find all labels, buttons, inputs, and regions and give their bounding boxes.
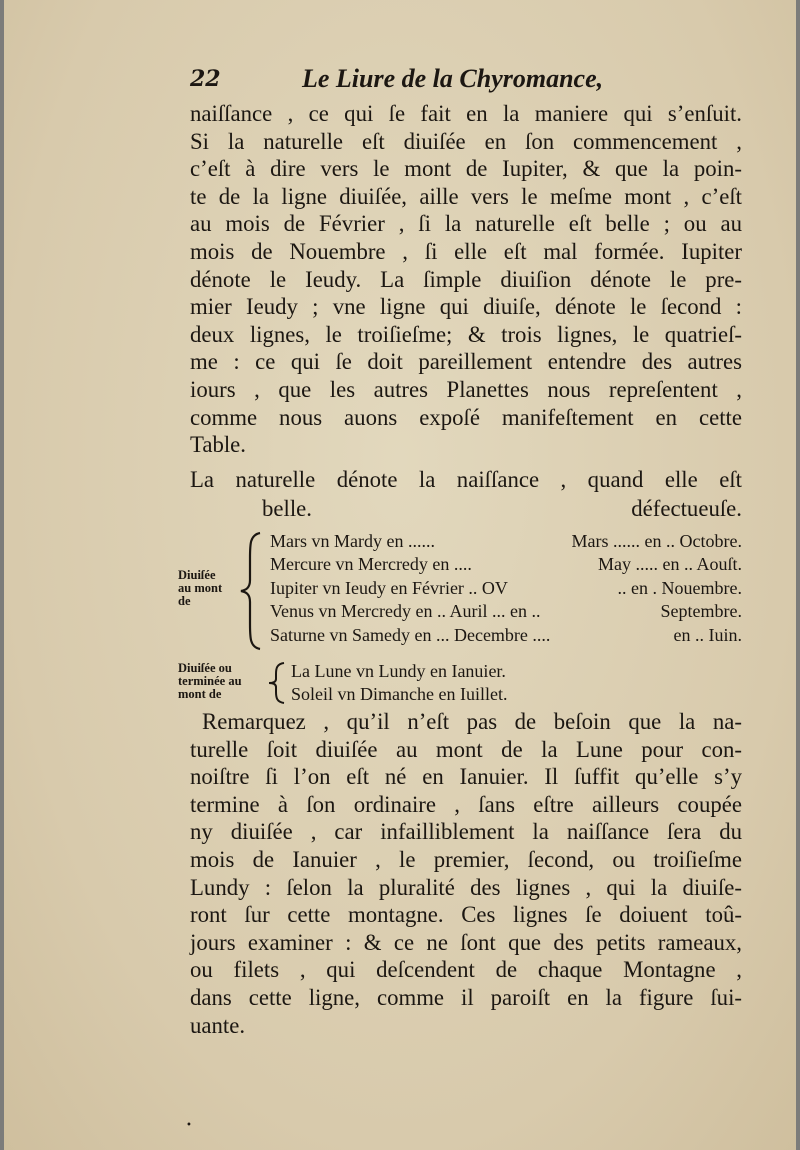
text-line: Table. xyxy=(190,432,247,458)
text-line: mier Ieudy ; vne ligne qui diuiſe, dénote le ſecond : xyxy=(190,294,742,320)
table-row: Mercure vn Mercredy en .... May ..... en .. Aouſt. xyxy=(270,554,742,575)
text-line: uante. xyxy=(190,1012,246,1038)
text-line: mois de Nouembre , ſi elle eſt mal formée. Iupiter xyxy=(190,238,742,264)
table-2-brace xyxy=(266,660,288,706)
text-line: Remarquez , qu’il n’eſt pas de beſoin que la na- xyxy=(202,709,742,734)
text-line: dans cette ligne, comme il paroiſt en la figure ſui- xyxy=(190,984,742,1010)
table-row: Mars vn Mardy en ...... Mars ...... en .. Octobre. xyxy=(270,531,742,551)
table-row: Soleil vn Dimanche en Iuillet. xyxy=(291,684,508,704)
naturelle-statement xyxy=(190,466,742,494)
text-line: jours examiner : & ce ne ſont que des petits rameaux, xyxy=(190,929,742,955)
text-line: te de la ligne diuiſée, aille vers le meſme mont , c’eſt xyxy=(190,183,742,209)
text-line: ou filets , qui deſcendent de chaque Montagne , xyxy=(190,957,742,983)
page-header xyxy=(190,64,604,93)
table-row: Venus vn Mercredy en .. Auril ... en .. Septembre. xyxy=(270,601,742,622)
text-line: La naturelle dénote la naiſſance , quand elle eſt xyxy=(190,467,742,492)
text-line: comme nous auons expoſé manifeſtement en cette xyxy=(190,404,742,430)
table-1-brace xyxy=(238,530,266,652)
text-line: Si la naturelle eſt diuiſée en ſon commencement , xyxy=(190,128,742,154)
table-row: La Lune vn Lundy en Ianuier. xyxy=(291,661,506,681)
page-number: 22 xyxy=(190,66,221,92)
table-2-side-label: Diuiſée ou terminée au mont de xyxy=(178,661,242,701)
text-line: ny diuiſée , car infailliblement la naiſſance ſera du xyxy=(190,819,742,845)
text-line: au mois de Février , ſi la naturelle eſt belle ; ou au xyxy=(190,211,742,237)
table-1-rows xyxy=(270,530,742,647)
paragraph-1 xyxy=(190,100,742,459)
option-belle: belle. xyxy=(262,496,313,521)
text-line: iours , que les autres Planettes nous repreſentent , xyxy=(190,376,742,402)
text-line: deux lignes, le troiſieſme; & trois lignes, le quatrieſ- xyxy=(190,321,742,347)
text-line: Lundy : ſelon la pluralité des lignes , qui la diuiſe- xyxy=(190,874,742,900)
table-row: Iupiter vn Ieudy en Février .. OV .. en . Nouembre. xyxy=(270,577,742,598)
table-1-side-label: Diuiſée au mont de xyxy=(178,568,223,608)
text-line: me : ce qui ſe doit pareillement entendre des autres xyxy=(190,349,742,375)
text-line: termine à ſon ordinaire , ſans eſtre ailleurs coupée xyxy=(190,791,742,817)
text-line: ront ſur cette montagne. Ces lignes ſe doiuent toû- xyxy=(190,902,742,928)
paragraph-2 xyxy=(190,708,742,1039)
book-page xyxy=(4,0,796,1150)
text-line: turelle ſoit diuiſée au mont de la Lune pour con- xyxy=(190,736,742,762)
option-defectueuse: défectueuſe. xyxy=(631,496,742,521)
text-line: noiſtre ſi l’on eſt né en Ianuier. Il ſuffit qu’elle s’y xyxy=(190,764,742,790)
table-2-rows xyxy=(291,660,507,706)
running-title: Le Liure de la Chyromance, xyxy=(302,64,604,93)
ink-speck-icon: • xyxy=(186,1120,192,1131)
table-row: Saturne vn Samedy en ... Decembre .... en .. Iuin. xyxy=(270,624,742,645)
text-line: dénote le Ieudy. La ſimple diuiſion dénote le pre- xyxy=(190,266,742,292)
text-line: mois de Ianuier , le premier, ſecond, ou troiſieſme xyxy=(190,846,742,872)
text-line: naiſſance , ce qui ſe fait en la maniere qui s’enſuit. xyxy=(190,101,742,126)
text-line: c’eſt à dire vers le mont de Iupiter, & que la poin- xyxy=(190,156,742,182)
